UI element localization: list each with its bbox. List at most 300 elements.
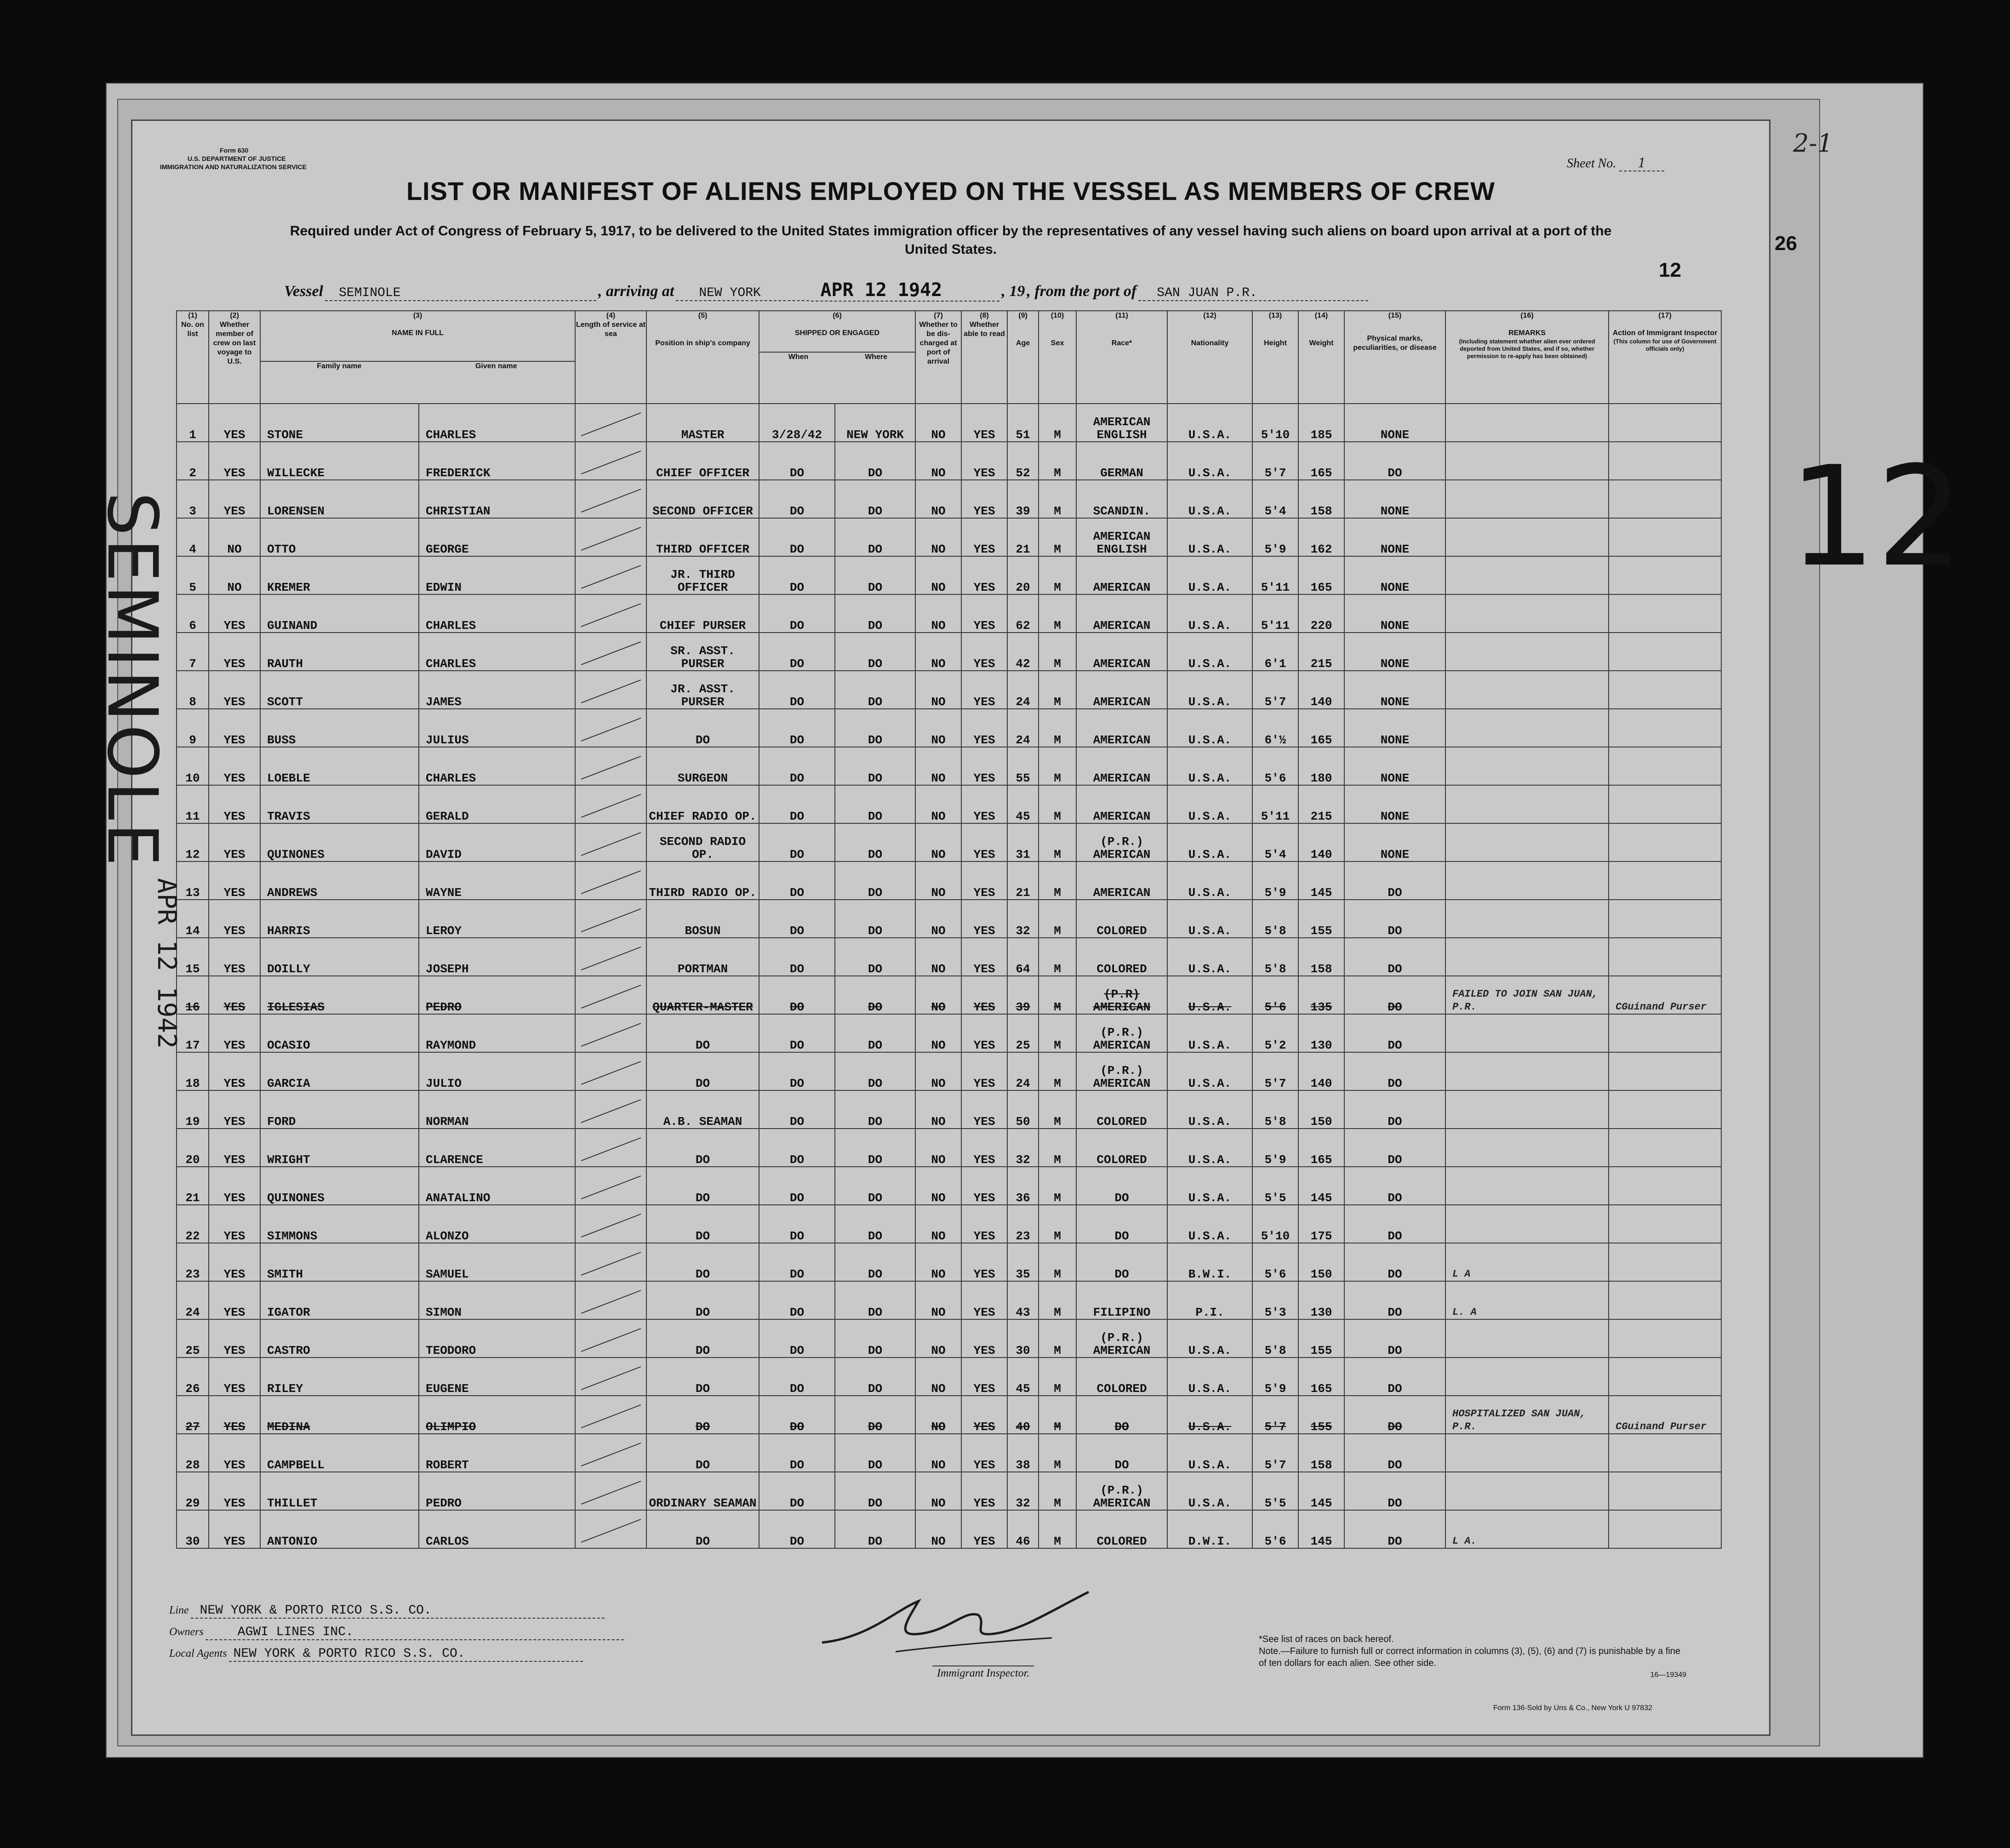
cell-last: YES [209, 1167, 260, 1205]
service-slash-mark [577, 1517, 645, 1545]
col-age-num: (9) [1018, 312, 1028, 319]
service: IMMIGRATION AND NATURALIZATION SERVICE [160, 163, 307, 171]
table-row [177, 1281, 1721, 1319]
cell-weight: 145 [1298, 1510, 1344, 1548]
cell-disch: NO [915, 1510, 961, 1548]
cell-action [1609, 1434, 1721, 1472]
col-no-num: (1) [188, 312, 197, 319]
service-slash-mark [577, 1441, 645, 1468]
cell-family: ANDREWS [260, 861, 419, 900]
cell-where: DO [835, 594, 915, 633]
cell-service [575, 1510, 646, 1548]
cell-service [575, 1319, 646, 1357]
col-remarks-num: (16) [1520, 312, 1534, 319]
cell-sex: M [1039, 938, 1076, 976]
cell-race: COLORED [1076, 1090, 1167, 1129]
cell-service [575, 900, 646, 938]
service-slash-mark [577, 945, 645, 972]
department: U.S. DEPARTMENT OF JUSTICE [188, 155, 286, 162]
cell-disch: NO [915, 1243, 961, 1281]
cell-family: IGATOR [260, 1281, 419, 1319]
cell-action [1609, 747, 1721, 785]
cell-last: YES [209, 747, 260, 785]
cell-height: 5'5 [1252, 1167, 1298, 1205]
cell-given: CLARENCE [419, 1129, 575, 1167]
cell-weight: 155 [1298, 1396, 1344, 1434]
cell-family: SIMMONS [260, 1205, 419, 1243]
cell-sex: M [1039, 442, 1076, 480]
cell-where: DO [835, 1090, 915, 1129]
cell-given: WAYNE [419, 861, 575, 900]
cell-race: COLORED [1076, 900, 1167, 938]
cell-last: YES [209, 709, 260, 747]
cell-given: CHARLES [419, 594, 575, 633]
cell-last: YES [209, 1129, 260, 1167]
cell-last: YES [209, 1281, 260, 1319]
cell-where: DO [835, 709, 915, 747]
cell-remarks: L A. [1445, 1510, 1609, 1548]
table-row [177, 1129, 1721, 1167]
cell-remarks [1445, 1319, 1609, 1357]
footer-owners-value: AGWI LINES INC. [206, 1625, 624, 1640]
service-slash-mark [577, 1403, 645, 1430]
cell-when: DO [759, 1205, 835, 1243]
cell-where: DO [835, 1396, 915, 1434]
cell-height: 5'4 [1252, 823, 1298, 861]
cell-service [575, 747, 646, 785]
cell-service [575, 1472, 646, 1510]
cell-where: DO [835, 938, 915, 976]
col-no-label: No. on list [181, 321, 204, 338]
cell-sex: M [1039, 861, 1076, 900]
cell-no: 27 [177, 1396, 209, 1434]
table-row [177, 785, 1721, 823]
cell-weight: 135 [1298, 976, 1344, 1014]
cell-given: CHARLES [419, 404, 575, 442]
cell-last: YES [209, 900, 260, 938]
col-where-label: Where [865, 353, 887, 361]
cell-race: (P.R.) AMERICAN [1076, 1014, 1167, 1052]
cell-last: YES [209, 861, 260, 900]
table-body [177, 404, 1721, 1548]
cell-family: OTTO [260, 518, 419, 556]
manifest-sheet [131, 120, 1770, 1736]
col-action-sub: (This column for use of Government officials only) [1613, 338, 1717, 352]
cell-age: 23 [1007, 1205, 1039, 1243]
cell-race: COLORED [1076, 1129, 1167, 1167]
service-slash-mark [577, 1059, 645, 1087]
cell-given: DAVID [419, 823, 575, 861]
cell-given: OLIMPIO [419, 1396, 575, 1434]
cell-family: IGLESIAS [260, 976, 419, 1014]
cell-family: THILLET [260, 1472, 419, 1510]
cell-position: DO [646, 1014, 759, 1052]
cell-nat: U.S.A. [1167, 1090, 1252, 1129]
corner-number: 26 [1775, 232, 1797, 255]
cell-height: 5'7 [1252, 1052, 1298, 1090]
footer-agents-label: Local Agents [169, 1648, 227, 1660]
cell-action [1609, 900, 1721, 938]
cell-read: YES [961, 1090, 1007, 1129]
col-name-num: (3) [413, 312, 423, 319]
cell-family: ANTONIO [260, 1510, 419, 1548]
cell-action [1609, 1090, 1721, 1129]
cell-marks: DO [1344, 1205, 1445, 1243]
cell-race: AMERICAN [1076, 633, 1167, 671]
cell-given: SAMUEL [419, 1243, 575, 1281]
year-label: , 19 [1001, 283, 1025, 300]
cell-service [575, 1167, 646, 1205]
cell-nat: U.S.A. [1167, 709, 1252, 747]
cell-last: YES [209, 1014, 260, 1052]
cell-race: DO [1076, 1396, 1167, 1434]
cell-service [575, 404, 646, 442]
cell-age: 50 [1007, 1090, 1039, 1129]
cell-marks: DO [1344, 1472, 1445, 1510]
cell-weight: 130 [1298, 1014, 1344, 1052]
cell-nat: U.S.A. [1167, 823, 1252, 861]
col-given-label: Given name [475, 362, 517, 370]
form-header [160, 146, 307, 171]
service-slash-mark [577, 563, 645, 591]
cell-remarks [1445, 938, 1609, 976]
cell-when: DO [759, 556, 835, 594]
footer-owners-label: Owners [169, 1626, 204, 1638]
cell-read: YES [961, 900, 1007, 938]
footer-agents-value: NEW YORK & PORTO RICO S.S. CO. [229, 1647, 583, 1662]
cell-position: DO [646, 709, 759, 747]
cell-marks: NONE [1344, 671, 1445, 709]
cell-service [575, 1052, 646, 1090]
cell-family: WRIGHT [260, 1129, 419, 1167]
col-age-label: Age [1016, 339, 1030, 347]
cell-no: 18 [177, 1052, 209, 1090]
col-last-voyage [209, 311, 260, 404]
cell-no: 8 [177, 671, 209, 709]
cell-weight: 140 [1298, 823, 1344, 861]
cell-marks: DO [1344, 976, 1445, 1014]
col-marks-num: (15) [1388, 312, 1402, 319]
cell-where: DO [835, 861, 915, 900]
cell-action: CGuinand Purser [1609, 976, 1721, 1014]
cell-given: PEDRO [419, 976, 575, 1014]
col-action-num: (17) [1658, 312, 1672, 319]
cell-read: YES [961, 861, 1007, 900]
col-remarks [1445, 311, 1609, 404]
cell-sex: M [1039, 518, 1076, 556]
cell-no: 16 [177, 976, 209, 1014]
cell-last: YES [209, 1396, 260, 1434]
cell-nat: U.S.A. [1167, 1052, 1252, 1090]
cell-where: DO [835, 1014, 915, 1052]
cell-read: YES [961, 1510, 1007, 1548]
cell-disch: NO [915, 1434, 961, 1472]
cell-race: DO [1076, 1243, 1167, 1281]
cell-where: NEW YORK [835, 404, 915, 442]
col-service-length [575, 311, 646, 404]
cell-action [1609, 1319, 1721, 1357]
cell-marks: DO [1344, 1281, 1445, 1319]
cell-height: 5'11 [1252, 556, 1298, 594]
cell-position: MASTER [646, 404, 759, 442]
cell-when: DO [759, 1472, 835, 1510]
cell-when: DO [759, 823, 835, 861]
cell-race: AMERICAN [1076, 747, 1167, 785]
cell-race: (P.R.) AMERICAN [1076, 1472, 1167, 1510]
vessel-name: SEMINOLE [325, 286, 596, 301]
cell-where: DO [835, 1510, 915, 1548]
table-row [177, 976, 1721, 1014]
cell-marks: NONE [1344, 709, 1445, 747]
cell-sex: M [1039, 785, 1076, 823]
cell-height: 5'11 [1252, 594, 1298, 633]
cell-age: 62 [1007, 594, 1039, 633]
service-slash-mark [577, 449, 645, 476]
cell-race: AMERICAN [1076, 709, 1167, 747]
cell-last: YES [209, 823, 260, 861]
cell-last: YES [209, 1510, 260, 1548]
cell-no: 26 [177, 1357, 209, 1396]
cell-race: AMERICAN [1076, 556, 1167, 594]
cell-position: CHIEF OFFICER [646, 442, 759, 480]
cell-weight: 175 [1298, 1205, 1344, 1243]
cell-action: CGuinand Purser [1609, 1396, 1721, 1434]
cell-position: BOSUN [646, 900, 759, 938]
cell-action [1609, 442, 1721, 480]
footer-line-label: Line [169, 1604, 189, 1616]
table-row [177, 861, 1721, 900]
cell-where: DO [835, 1357, 915, 1396]
service-slash-mark [577, 1479, 645, 1506]
cell-height: 5'9 [1252, 518, 1298, 556]
cell-age: 24 [1007, 671, 1039, 709]
cell-age: 46 [1007, 1510, 1039, 1548]
cell-nat: U.S.A. [1167, 1167, 1252, 1205]
cell-marks: NONE [1344, 785, 1445, 823]
cell-marks: NONE [1344, 594, 1445, 633]
cell-given: LEROY [419, 900, 575, 938]
cell-service [575, 861, 646, 900]
cell-last: YES [209, 1052, 260, 1090]
cell-read: YES [961, 1205, 1007, 1243]
cell-disch: NO [915, 1205, 961, 1243]
cell-nat: U.S.A. [1167, 1319, 1252, 1357]
cell-position: PORTMAN [646, 938, 759, 976]
cell-remarks [1445, 671, 1609, 709]
cell-remarks [1445, 480, 1609, 518]
cell-sex: M [1039, 404, 1076, 442]
cell-sex: M [1039, 1281, 1076, 1319]
cell-given: CARLOS [419, 1510, 575, 1548]
col-sex [1039, 311, 1076, 404]
margin-ship-stamp: SEMINOLE [92, 492, 172, 869]
col-position-label: Position in ship's company [655, 339, 750, 347]
cell-sex: M [1039, 1167, 1076, 1205]
cell-remarks [1445, 633, 1609, 671]
cell-last: YES [209, 1434, 260, 1472]
cell-sex: M [1039, 594, 1076, 633]
cell-remarks [1445, 404, 1609, 442]
cell-when: DO [759, 594, 835, 633]
cell-nat: U.S.A. [1167, 671, 1252, 709]
cell-when: DO [759, 709, 835, 747]
cell-when: DO [759, 938, 835, 976]
cell-given: ALONZO [419, 1205, 575, 1243]
cell-position: DO [646, 1129, 759, 1167]
cell-family: TRAVIS [260, 785, 419, 823]
table-row [177, 1396, 1721, 1434]
cell-action [1609, 1472, 1721, 1510]
cell-position: DO [646, 1167, 759, 1205]
cell-marks: DO [1344, 1167, 1445, 1205]
cell-age: 36 [1007, 1167, 1039, 1205]
cell-nat: U.S.A. [1167, 404, 1252, 442]
cell-remarks [1445, 594, 1609, 633]
cell-remarks [1445, 861, 1609, 900]
cell-no: 14 [177, 900, 209, 938]
cell-when: DO [759, 785, 835, 823]
cell-last: YES [209, 1243, 260, 1281]
cell-given: RAYMOND [419, 1014, 575, 1052]
cell-when: DO [759, 1281, 835, 1319]
cell-disch: NO [915, 1396, 961, 1434]
cell-where: DO [835, 747, 915, 785]
cell-action [1609, 480, 1721, 518]
page-title: LIST OR MANIFEST OF ALIENS EMPLOYED ON THE VESSEL AS MEMBERS OF CREW [406, 177, 1496, 205]
cell-when: DO [759, 1014, 835, 1052]
table-row [177, 1243, 1721, 1281]
cell-when: DO [759, 671, 835, 709]
cell-where: DO [835, 900, 915, 938]
cell-height: 5'7 [1252, 1434, 1298, 1472]
cell-disch: NO [915, 1281, 961, 1319]
cell-sex: M [1039, 671, 1076, 709]
cell-age: 64 [1007, 938, 1039, 976]
col-discharged [915, 311, 961, 404]
cell-given: NORMAN [419, 1090, 575, 1129]
cell-family: SMITH [260, 1243, 419, 1281]
cell-disch: NO [915, 1014, 961, 1052]
cell-no: 3 [177, 480, 209, 518]
cell-weight: 150 [1298, 1243, 1344, 1281]
col-shipped-num: (6) [833, 312, 842, 319]
cell-family: FORD [260, 1090, 419, 1129]
cell-read: YES [961, 785, 1007, 823]
cell-service [575, 1243, 646, 1281]
cell-nat: U.S.A. [1167, 747, 1252, 785]
cell-when: DO [759, 518, 835, 556]
cell-weight: 145 [1298, 861, 1344, 900]
col-age [1007, 311, 1039, 404]
cell-position: DO [646, 1281, 759, 1319]
cell-action [1609, 709, 1721, 747]
table-row [177, 709, 1721, 747]
arrival-date-stamp: APR 12 1942 [811, 279, 999, 302]
cell-where: DO [835, 442, 915, 480]
margin-mark: 2-1 [1793, 129, 1833, 158]
from-label: , from the port of [1027, 283, 1137, 300]
cell-marks: NONE [1344, 518, 1445, 556]
cell-action [1609, 404, 1721, 442]
cell-remarks [1445, 747, 1609, 785]
cell-disch: NO [915, 823, 961, 861]
cell-read: YES [961, 442, 1007, 480]
cell-nat: U.S.A. [1167, 633, 1252, 671]
sheet-label: Sheet No. [1567, 156, 1616, 171]
cell-disch: NO [915, 709, 961, 747]
table-row [177, 1472, 1721, 1510]
cell-service [575, 785, 646, 823]
cell-given: JOSEPH [419, 938, 575, 976]
table-row [177, 594, 1721, 633]
footer-line-value: NEW YORK & PORTO RICO S.S. CO. [191, 1603, 605, 1619]
table-row [177, 1052, 1721, 1090]
cell-race: (P.R.) AMERICAN [1076, 1052, 1167, 1090]
cell-service [575, 1357, 646, 1396]
cell-remarks [1445, 1090, 1609, 1129]
note-races: *See list of races on back hereof. [1259, 1634, 1394, 1644]
cell-position: DO [646, 1243, 759, 1281]
cell-no: 19 [177, 1090, 209, 1129]
cell-family: MEDINA [260, 1396, 419, 1434]
cell-nat: U.S.A. [1167, 1396, 1252, 1434]
cell-no: 24 [177, 1281, 209, 1319]
table-row [177, 404, 1721, 442]
cell-read: YES [961, 1243, 1007, 1281]
col-name-label: NAME IN FULL [392, 329, 444, 337]
cell-where: DO [835, 1281, 915, 1319]
cell-position: SURGEON [646, 747, 759, 785]
cell-height: 5'3 [1252, 1281, 1298, 1319]
cell-age: 21 [1007, 861, 1039, 900]
cell-action [1609, 556, 1721, 594]
cell-disch: NO [915, 900, 961, 938]
cell-disch: NO [915, 747, 961, 785]
col-position-num: (5) [698, 312, 708, 319]
cell-given: CHRISTIAN [419, 480, 575, 518]
cell-family: QUINONES [260, 823, 419, 861]
cell-race: DO [1076, 1167, 1167, 1205]
table-row [177, 747, 1721, 785]
table-row [177, 1014, 1721, 1052]
cell-action [1609, 1129, 1721, 1167]
footer-line-row [169, 1603, 721, 1619]
cell-read: YES [961, 1281, 1007, 1319]
cell-given: EUGENE [419, 1357, 575, 1396]
cell-given: CHARLES [419, 633, 575, 671]
cell-disch: NO [915, 518, 961, 556]
cell-age: 24 [1007, 709, 1039, 747]
cell-sex: M [1039, 1014, 1076, 1052]
cell-no: 15 [177, 938, 209, 976]
sheet-value: 1 [1619, 155, 1664, 171]
cell-remarks [1445, 709, 1609, 747]
cell-weight: 185 [1298, 404, 1344, 442]
cell-position: DO [646, 1434, 759, 1472]
cell-sex: M [1039, 1205, 1076, 1243]
col-race-label: Race* [1111, 339, 1132, 347]
cell-weight: 145 [1298, 1167, 1344, 1205]
cell-given: ROBERT [419, 1434, 575, 1472]
cell-age: 52 [1007, 442, 1039, 480]
cell-race: (P.R.) AMERICAN [1076, 823, 1167, 861]
col-race-num: (11) [1115, 312, 1128, 319]
cell-height: 6'1 [1252, 633, 1298, 671]
cell-weight: 140 [1298, 1052, 1344, 1090]
cell-no: 11 [177, 785, 209, 823]
cell-family: KREMER [260, 556, 419, 594]
cell-read: YES [961, 1319, 1007, 1357]
